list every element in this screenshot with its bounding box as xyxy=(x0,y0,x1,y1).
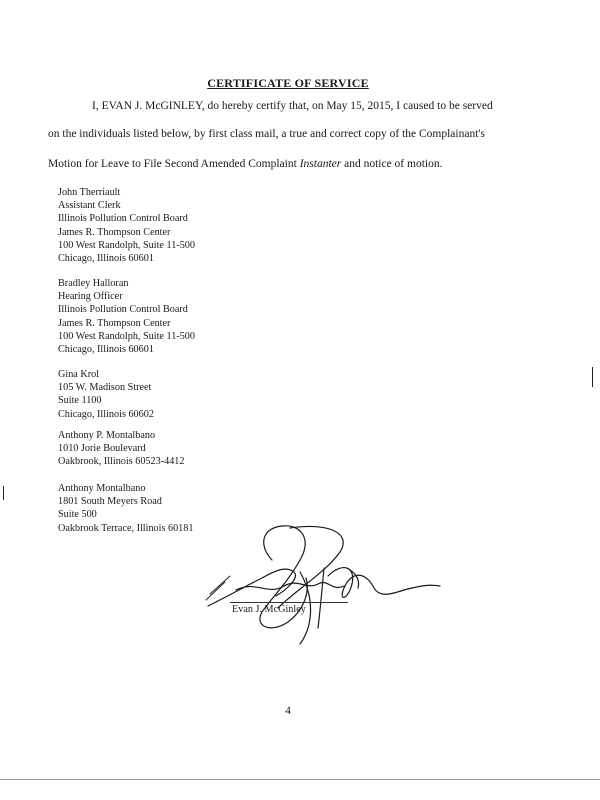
line3-text-before: Motion for Leave to File Second Amended Complaint xyxy=(48,158,300,170)
address-line: Chicago, Illinois 60601 xyxy=(58,344,154,356)
address-line: Anthony Montalbano xyxy=(58,483,146,494)
scan-edge-mark xyxy=(592,367,593,387)
address-line: James R. Thompson Center xyxy=(58,317,171,329)
page-number: 4 xyxy=(285,705,291,717)
address-line: Oakbrook, Illinois 60523-4412 xyxy=(58,456,185,468)
address-line: Hearing Officer xyxy=(58,291,123,303)
scan-bottom-edge xyxy=(0,779,600,780)
address-line: Oakbrook Terrace, Illinois 60181 xyxy=(58,522,194,534)
signer-name: Evan J. McGinley xyxy=(232,604,306,615)
address-line: Gina Krol xyxy=(58,369,100,380)
address-line: 105 W. Madison Street xyxy=(58,382,152,394)
certification-line-2: on the individuals listed below, by first class mail, a true and correct copy of the Complainant's xyxy=(48,128,485,140)
address-line: Anthony P. Montalbano xyxy=(58,430,156,441)
address-line: James R. Thompson Center xyxy=(58,226,171,238)
address-line: Illinois Pollution Control Board xyxy=(58,213,188,225)
address-line: 1801 South Meyers Road xyxy=(58,496,162,508)
line3-italic-text: Instanter xyxy=(299,158,342,170)
address-line: Suite 500 xyxy=(58,509,97,521)
address-line: 1010 Jorie Boulevard xyxy=(58,443,146,455)
address-line: Illinois Pollution Control Board xyxy=(58,304,188,316)
scan-edge-mark xyxy=(3,486,4,500)
address-line: Chicago, Illinois 60601 xyxy=(58,253,154,265)
page-title: CERTIFICATE OF SERVICE xyxy=(207,76,369,90)
line3-text-after: and notice of motion. xyxy=(341,158,443,170)
address-line: John Therriault xyxy=(58,187,121,198)
address-line: Chicago, Illinois 60602 xyxy=(58,408,154,420)
address-line: Suite 1100 xyxy=(58,395,102,407)
address-line: 100 West Randolph, Suite 11-500 xyxy=(58,239,195,251)
address-line: Bradley Halloran xyxy=(58,278,129,289)
signature-line xyxy=(230,602,348,603)
address-line: Assistant Clerk xyxy=(58,200,121,212)
certification-line-1: I, EVAN J. McGINLEY, do hereby certify that, on May 15, 2015, I caused to be served xyxy=(92,100,493,112)
address-line: 100 West Randolph, Suite 11-500 xyxy=(58,330,195,342)
